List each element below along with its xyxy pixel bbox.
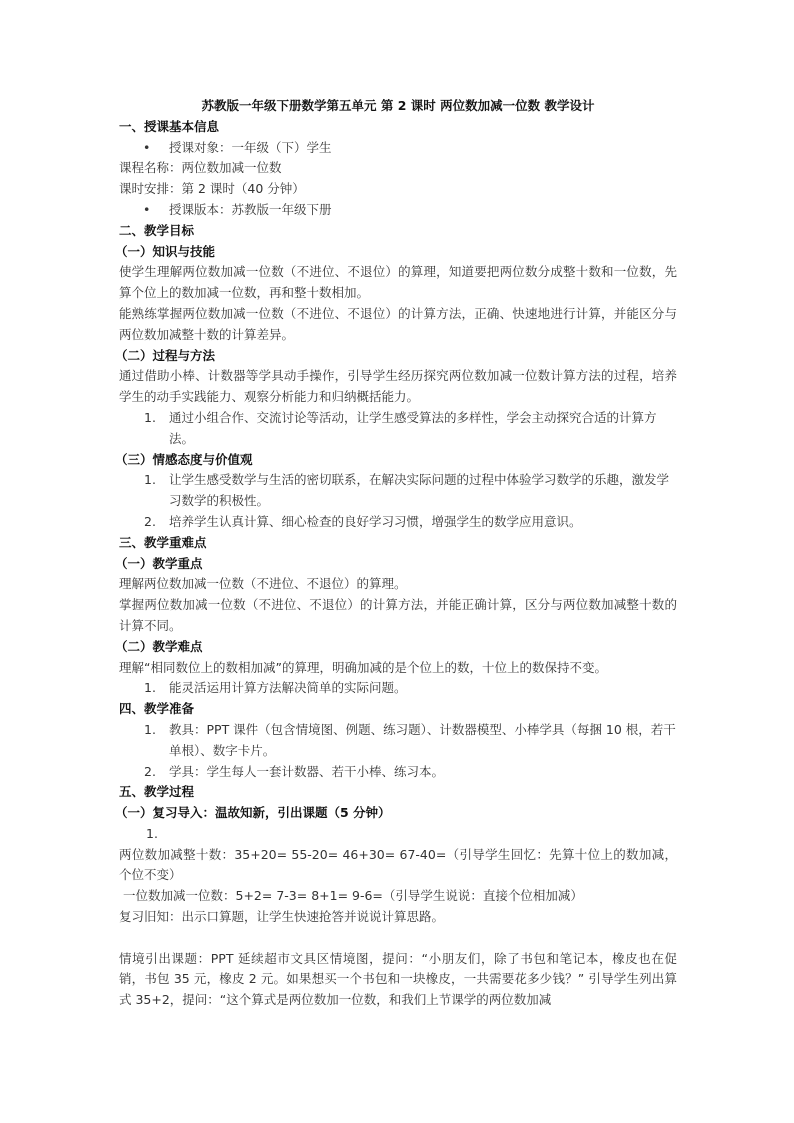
subheading-key-focus: （一）教学重点 xyxy=(115,555,203,571)
blank-line xyxy=(119,928,677,949)
list-number: 1. xyxy=(144,472,156,488)
paragraph: 情境引出课题：PPT 延续超市文具区情境图，提问：“小朋友们，除了书包和笔记本，橡皮也在促销，书包 35 元，橡皮 2 元。如果想买一个书包和一块橡皮，一共需要花多少钱？” 引导学生列出算式 35+2，提问：“这个算式是两位数加一位数，和我们上节课学的两位数加减 xyxy=(119,950,677,1008)
list-item-text: 能灵活运用计算方法解决简单的实际问题。 xyxy=(169,680,407,696)
subheading-process-methods: （二）过程与方法 xyxy=(115,347,216,363)
paragraph: 使学生理解两位数加减一位数（不进位、不退位）的算理，知道要把两位数分成整十数和一位数，先算个位上的数加减一位数，再和整十数相加。 xyxy=(119,264,677,301)
bullet-icon: • xyxy=(143,201,151,217)
paragraph: 理解“相同数位上的数相加减”的算理，明确加减的是个位上的数，十位上的数保持不变。 xyxy=(119,659,607,675)
subheading-difficulty: （二）教学难点 xyxy=(115,638,203,654)
list-item xyxy=(119,470,677,512)
section-heading-preparation: 四、教学准备 xyxy=(119,701,195,717)
subheading-knowledge-skills: （一）知识与技能 xyxy=(115,243,216,259)
section-heading-process: 五、教学过程 xyxy=(119,784,195,800)
list-item xyxy=(119,200,677,221)
review-line: 复习旧知：出示口算题，让学生快速抢答并说说计算思路。 xyxy=(119,909,445,925)
list-item xyxy=(119,408,677,450)
list-item xyxy=(119,512,677,533)
review-line: 一位数加减一位数：5+2= 7-3= 8+1= 9-6=（引导学生说说：直接个位相加减） xyxy=(123,888,583,904)
course-name: 课程名称：两位数加减一位数 xyxy=(119,160,282,176)
list-item-text: 培养学生认真计算、细心检查的良好学习习惯，增强学生的数学应用意识。 xyxy=(169,513,582,529)
list-item-text: 教具：PPT 课件（包含情境图、例题、练习题）、计数器模型、小棒学具（每捆 10 根，若干单根）、数字卡片。 xyxy=(169,721,676,758)
list-number: 1. xyxy=(144,409,156,425)
subheading-emotion-values: （三）情感态度与价值观 xyxy=(115,451,253,467)
document-title: 苏教版一年级下册数学第五单元 第 2 课时 两位数加减一位数 教学设计 xyxy=(201,98,595,113)
paragraph: 通过借助小棒、计数器等学具动手操作，引导学生经历探究两位数加减一位数计算方法的过程，培养学生的动手实践能力、观察分析能力和归纳概括能力。 xyxy=(119,368,677,405)
subheading-review-intro: （一）复习导入：温故知新，引出课题（5 分钟） xyxy=(115,805,391,821)
paragraph: 理解两位数加减一位数（不进位、不退位）的算理。 xyxy=(119,576,407,592)
list-item xyxy=(119,138,677,159)
list-item xyxy=(119,762,677,783)
list-item xyxy=(119,678,677,699)
bullet-icon: • xyxy=(143,139,151,155)
list-item-text: 授课版本：苏教版一年级下册 xyxy=(169,201,332,217)
paragraph: 能熟练掌握两位数加减一位数（不进位、不退位）的计算方法，正确、快速地进行计算，并能区分与两位数加减整十数的计算差异。 xyxy=(119,305,677,342)
list-number: 2. xyxy=(144,763,156,779)
paragraph: 掌握两位数加减一位数（不进位、不退位）的计算方法，并能正确计算，区分与两位数加减整十数的计算不同。 xyxy=(119,597,677,633)
section-heading-objectives: 二、教学目标 xyxy=(119,222,195,238)
list-number: 1. xyxy=(146,825,158,841)
schedule: 课时安排：第 2 课时（40 分钟） xyxy=(119,181,305,197)
review-line: 两位数加减整十数：35+20= 55-20= 46+30= 67-40=（引导学生回忆：先算十位上的数加减，个位不变） xyxy=(119,846,677,883)
list-item xyxy=(119,720,677,762)
list-number: 2. xyxy=(144,513,156,529)
list-item-text: 让学生感受数学与生活的密切联系，在解决实际问题的过程中体验学习数学的乐趣，激发学习数学的积极性。 xyxy=(169,472,670,509)
section-heading-basic-info: 一、授课基本信息 xyxy=(119,118,220,134)
list-number: 1. xyxy=(144,680,156,696)
list-item-text: 授课对象：一年级（下）学生 xyxy=(169,139,332,155)
list-item-text: 学具：学生每人一套计数器、若干小棒、练习本。 xyxy=(169,763,445,779)
document-page xyxy=(115,96,677,1011)
section-heading-key-points: 三、教学重难点 xyxy=(119,534,207,550)
list-number: 1. xyxy=(144,721,156,737)
list-item-text: 通过小组合作、交流讨论等活动，让学生感受算法的多样性，学会主动探究合适的计算方法。 xyxy=(169,409,657,446)
